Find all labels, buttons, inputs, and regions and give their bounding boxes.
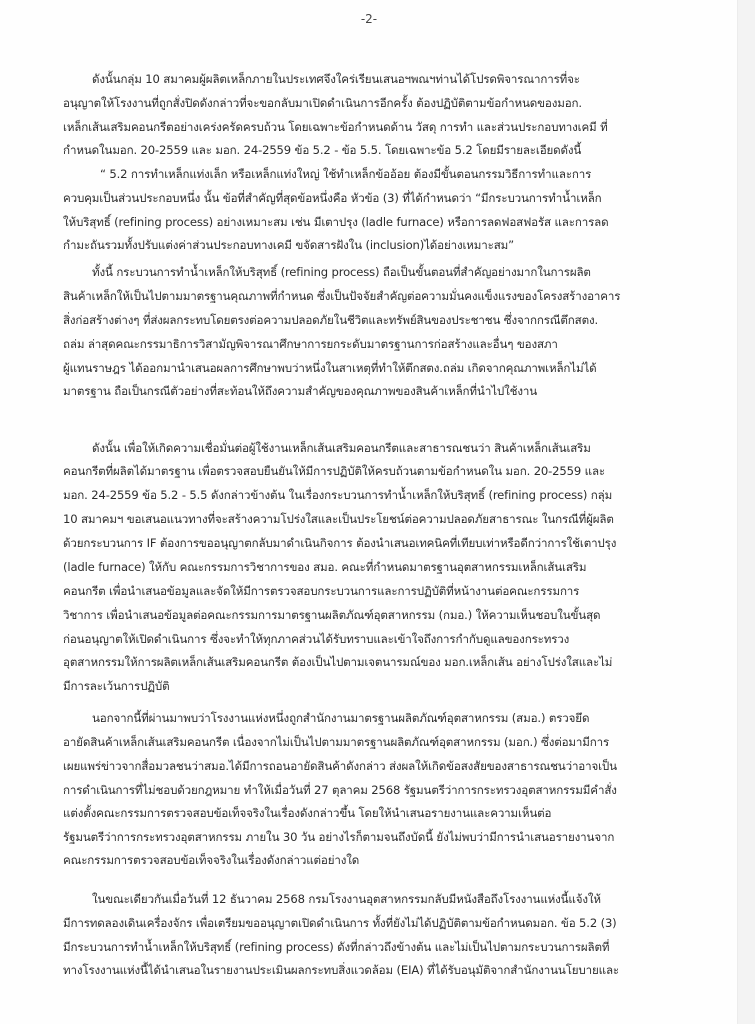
text-line: คอนกรีตที่ผลิตได้มาตรฐาน เพื่อตรวจสอบยืนยันให้มีการปฏิบัติให้ครบถ้วนตามข้อกำหนดใน มอก. 20-2559 และ: [63, 464, 605, 478]
text-line: ดังนั้นกลุ่ม 10 สมาคมผู้ผลิตเหล็กภายในประเทศจึงใคร่เรียนเสนอฯพณฯท่านได้โปรดพิจารณาการที่จะ: [92, 72, 580, 86]
text-line: 10 สมาคมฯ ขอเสนอแนวทางที่จะสร้างความโปร่งใสและเป็นประโยชน์ต่อความปลอดภัยสาธารณะ ในกรณีที่ผู้ผลิต: [63, 512, 614, 526]
text-line: มอก. 24-2559 ข้อ 5.2 - 5.5 ดังกล่าวข้างต้น ในเรื่องกระบวนการทำน้ำเหล็กให้บริสุทธิ์ (refining process) กลุ่ม: [63, 488, 613, 502]
text-line: แต่งตั้งคณะกรรมการตรวจสอบข้อเท็จจริงในเรื่องดังกล่าวขึ้น โดยให้นำเสนอรายงานและความเห็นต่อ: [63, 806, 552, 820]
text-line: ด้วยกระบวนการ IF ต้องการขออนุญาตกลับมาดำเนินกิจการ ต้องนำเสนอเทคนิคที่เทียบเท่าหรือดีกว่าการใช้เตาปรุง: [63, 536, 617, 550]
text-line: มีการทดลองเดินเครื่องจักร เพื่อเตรียมขออนุญาตเปิดดำเนินการ ทั้งที่ยังไม่ได้ปฏิบัติตามข้อกำหนดมอก. ข้อ 5.2 (3): [63, 916, 617, 930]
text-line: มีการละเว้นการปฏิบัติ: [63, 679, 170, 693]
text-line: คอนกรีต เพื่อนำเสนอข้อมูลและจัดให้มีการตรวจสอบกระบวนการและการปฏิบัติที่หน้างานต่อคณะกรรมการ: [63, 584, 580, 598]
text-line: (ladle furnace) ให้กับ คณะกรรมการวิชาการของ สมอ. คณะที่กำหนดมาตรฐานอุตสาหกรรมเหล็กเส้นเสริม: [63, 560, 587, 574]
text-line: เผยแพร่ข่าวจากสื่อมวลชนว่าสมอ.ได้มีการถอนอายัดสินค้าดังกล่าว ส่งผลให้เกิดข้อสงสัยของสาธารณชนว่าอาจเป็น: [63, 759, 617, 773]
text-line: นอกจากนี้ที่ผ่านมาพบว่าโรงงานแห่งหนึ่งถูกสำนักงานมาตรฐานผลิตภัณฑ์อุตสาหกรรม (สมอ.) ตรวจยึด: [92, 711, 590, 725]
text-line: ให้บริสุทธิ์ (refining process) อย่างเหมาะสม เช่น มีเตาปรุง (ladle furnace) หรือการลดฟอสฟอรัส และการลด: [63, 215, 609, 229]
text-line: ในขณะเดียวกันเมื่อวันที่ 12 ธันวาคม 2568 กรมโรงงานอุตสาหกรรมกลับมีหนังสือถึงโรงงานแห่งนี้แจ้งให้: [92, 892, 601, 906]
text-line: เหล็กเส้นเสริมคอนกรีตอย่างเคร่งครัดครบถ้วน โดยเฉพาะข้อกำหนดด้าน วัสดุ การทำ และส่วนประกอบทางเคมี ที่: [63, 120, 608, 134]
page-edge-strip: [737, 0, 755, 1024]
text-line: มาตรฐาน ถือเป็นกรณีตัวอย่างที่สะท้อนให้ถึงความสำคัญของคุณภาพของสินค้าเหล็กที่นำไปใช้งาน: [63, 384, 537, 398]
text-line: มีกระบวนการทำน้ำเหล็กให้บริสุทธิ์ (refining process) ดังที่กล่าวถึงข้างต้น และไม่เป็นไปตามกระบวนการผลิตที่: [63, 940, 610, 954]
text-line: วิชาการ เพื่อนำเสนอข้อมูลต่อคณะกรรมการมาตรฐานผลิตภัณฑ์อุตสาหกรรม (กมอ.) ให้ความเห็นชอบในขั้นสุด: [63, 608, 601, 622]
text-line: ทั้งนี้ กระบวนการทำน้ำเหล็กให้บริสุทธิ์ (refining process) ถือเป็นขั้นตอนที่สำคัญอย่างมากในการผลิต: [92, 265, 591, 279]
text-line: ถล่ม ล่าสุดคณะกรรมาธิการวิสามัญพิจารณาศึกษาการยกระดับมาตรฐานการก่อสร้างและอื่นๆ ของสภา: [63, 337, 558, 351]
text-line: การดำเนินการที่ไม่ชอบด้วยกฎหมาย ทำให้เมื่อวันที่ 27 ตุลาคม 2568 รัฐมนตรีว่าการกระทรวงอุตสาหกรรมมีคำสั่ง: [63, 783, 617, 797]
text-line: ดังนั้น เพื่อให้เกิดความเชื่อมั่นต่อผู้ใช้งานเหล็กเส้นเสริมคอนกรีตและสาธารณชนว่า สินค้าเหล็กเส้นเสริม: [92, 441, 591, 455]
text-line: “ 5.2 การทำเหล็กแท่งเล็ก หรือเหล็กแท่งใหญ่ ใช้ทำเหล็กข้ออ้อย ต้องมีขั้นตอนกรรมวิธีการทำและการ: [100, 167, 592, 181]
text-line: คณะกรรมการตรวจสอบข้อเท็จจริงในเรื่องดังกล่าวแต่อย่างใด: [63, 853, 360, 867]
text-line: อายัดสินค้าเหล็กเส้นเสริมคอนกรีต เนื่องจากไม่เป็นไปตามมาตรฐานผลิตภัณฑ์อุตสาหกรรม (มอก.) ซึ่งต่อมามีการ: [63, 735, 610, 749]
text-line: รัฐมนตรีว่าการกระทรวงอุตสาหกรรม ภายใน 30 วัน อย่างไรก็ตามจนถึงบัดนี้ ยังไม่พบว่ามีการนำเสนอรายงานจาก: [63, 830, 615, 844]
text-line: ทางโรงงานแห่งนี้ได้นำเสนอในรายงานประเมินผลกระทบสิ่งแวดล้อม (EIA) ที่ได้รับอนุมัติจากสำนักงานนโยบายและ: [63, 963, 619, 977]
text-line: กำมะถันรวมทั้งปรับแต่งค่าส่วนประกอบทางเคมี ขจัดสารฝังใน (inclusion)ได้อย่างเหมาะสม”: [63, 238, 514, 252]
text-line: ผู้แทนราษฎร ได้ออกมานำเสนอผลการศึกษาพบว่าหนึ่งในสาเหตุที่ทำให้ตึกสตง.ถล่ม เกิดจากคุณภาพเหล็กไม่ได้: [63, 361, 597, 375]
text-line: สินค้าเหล็กให้เป็นไปตามมาตรฐานคุณภาพที่กำหนด ซึ่งเป็นปัจจัยสำคัญต่อความมั่นคงแข็งแรงของโครงสร้างอาคาร: [63, 289, 621, 303]
text-line: กำหนดในมอก. 20-2559 และ มอก. 24-2559 ข้อ 5.2 - ข้อ 5.5. โดยเฉพาะข้อ 5.2 โดยมีรายละเอียดดังนี้: [63, 143, 582, 157]
page-number: -2-: [360, 12, 378, 26]
text-line: อนุญาตให้โรงงานที่ถูกสั่งปิดดังกล่าวที่จะขอกลับมาเปิดดำเนินการอีกครั้ง ต้องปฏิบัติตามข้อกำหนดของมอก.: [63, 96, 582, 110]
text-line: ควบคุมเป็นส่วนประกอบหนึ่ง นั้น ข้อที่สำคัญที่สุดข้อหนึ่งคือ หัวข้อ (3) ที่ได้กำหนดว่า “มีกระบวนการทำน้ำเหล็ก: [63, 191, 602, 205]
text-line: สิ่งก่อสร้างต่างๆ ที่ส่งผลกระทบโดยตรงต่อความปลอดภัยในชีวิตและทรัพย์สินของประชาชน ซึ่งจากกรณีตึกสตง.: [63, 313, 599, 327]
text-line: อุตสาหกรรมให้การผลิตเหล็กเส้นเสริมคอนกรีต ต้องเป็นไปตามเจตนารมณ์ของ มอก.เหล็กเส้น อย่างโปร่งใสและไม่: [63, 655, 613, 669]
text-line: ก่อนอนุญาตให้เปิดดำเนินการ ซึ่งจะทำให้ทุกภาคส่วนได้รับทราบและเข้าใจถึงการกำกับดูแลของกระทรวง: [63, 632, 570, 646]
